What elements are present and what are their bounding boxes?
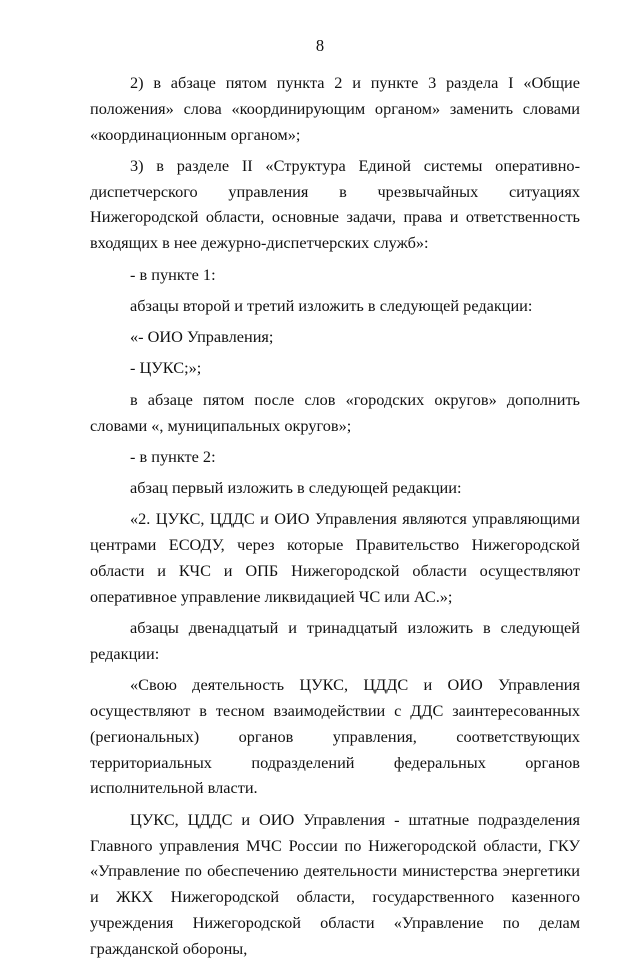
paragraph-abzatsy-vtoroy-tretiy: абзацы второй и третий изложить в следующей редакции: [130,295,533,315]
paragraph-quote-deyatelnost: «Свою деятельность ЦУКС, ЦДДС и ОИО Управления осуществляют в тесном взаимодействии с ДДС заинтересованных (региональных) органов управления, соответствующих территориальных подразделений федеральных органов исполнительной власти. [90,675,580,798]
page-number: 8 [315,36,325,55]
paragraph-abzats-pyatyy: в абзаце пятом после слов «городских округов» дополнить словами «, муниципальных округов»; [90,389,580,435]
paragraph-abzatsy-12-13: абзацы двенадцатый и тринадцатый изложить в следующей редакции: [90,618,580,663]
paragraph-abzats-pervyy: абзац первый изложить в следующей редакции: [130,478,462,498]
paragraph-quote-oio: «- ОИО Управления; [130,327,274,347]
document-body [90,70,580,962]
paragraph-item-2: - в пункте 2: [130,446,216,466]
paragraph-shtatnye-podrazdeleniya: ЦУКС, ЦДДС и ОИО Управления - штатные подразделения Главного управления МЧС России по Нижегородской области, ГКУ «Управление по обеспечению деятельности министерства энергетики и ЖКХ Нижегородской области, государственного казенного учреждения Нижегородской области «Управление по делам гражданской обороны, [90,809,580,958]
paragraph-quote-tsuks: - ЦУКС;»; [130,358,202,378]
paragraph-amend-2: 2) в абзаце пятом пункта 2 и пункте 3 раздела I «Общие положения» слова «координирующим органом» заменить словами «координационным органом»; [90,73,580,144]
paragraph-quote-item-2: «2. ЦУКС, ЦДДС и ОИО Управления являются управляющими центрами ЕСОДУ, через которые Правительство Нижегородской области и КЧС и ОПБ Нижегородской области осуществляют оперативное управление ликвидацией ЧС или АС.»; [90,509,580,606]
paragraph-item-1: - в пункте 1: [130,264,216,284]
paragraph-amend-3: 3) в разделе II «Структура Единой системы оперативно-диспетчерского управления в чрезвычайных ситуациях Нижегородской области, основные задачи, права и ответственность входящих в нее дежурно-диспетчерских служб»: [90,155,580,253]
